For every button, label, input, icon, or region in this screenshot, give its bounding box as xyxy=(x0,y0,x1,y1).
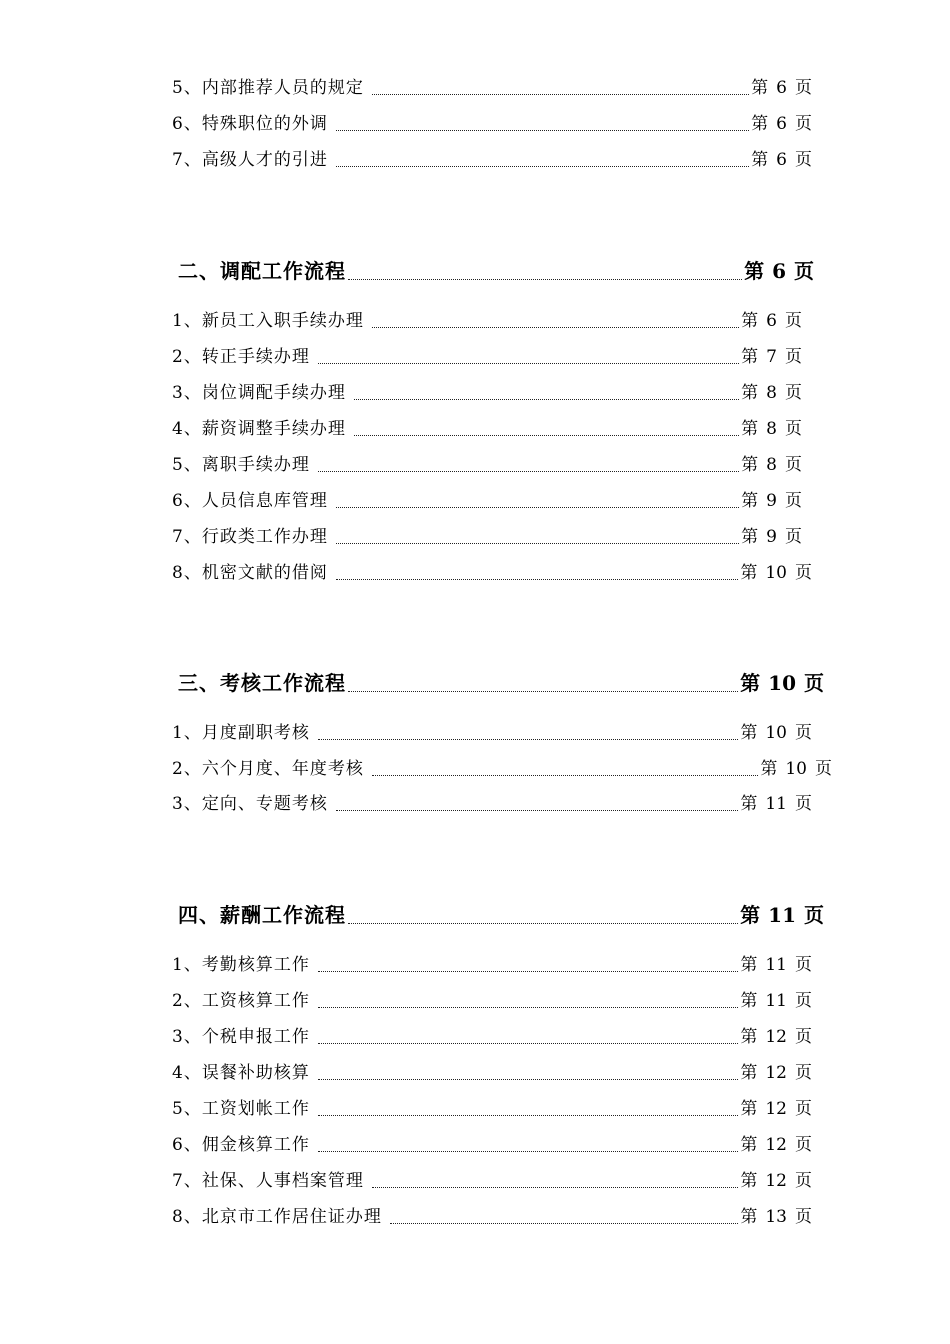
toc-item xyxy=(172,417,802,441)
dot-leader xyxy=(348,923,738,924)
toc-item-title: 7、行政类工作办理 xyxy=(172,527,328,547)
toc-heading-page: 第 11 页 xyxy=(740,903,824,927)
toc-section-heading xyxy=(178,668,824,698)
toc-item-title: 2、六个月度、年度考核 xyxy=(172,759,364,779)
toc-item xyxy=(172,1133,812,1157)
toc-item-title: 3、定向、专题考核 xyxy=(172,794,328,814)
toc-item-title: 1、考勤核算工作 xyxy=(172,955,310,975)
dot-leader xyxy=(336,543,739,544)
toc-item-page: 第 10 页 xyxy=(760,759,832,779)
dot-leader xyxy=(372,327,739,328)
toc-item xyxy=(172,309,802,333)
dot-leader xyxy=(390,1223,739,1224)
toc-item xyxy=(172,148,812,172)
toc-item-title: 1、月度副职考核 xyxy=(172,723,310,743)
toc-item-page: 第 8 页 xyxy=(741,383,802,403)
dot-leader xyxy=(354,435,739,436)
toc-item xyxy=(172,792,812,816)
toc-item-page: 第 11 页 xyxy=(740,794,812,814)
toc-item-title: 8、北京市工作居住证办理 xyxy=(172,1207,382,1227)
toc-heading-title: 二、调配工作流程 xyxy=(178,259,346,283)
toc-item-page: 第 6 页 xyxy=(751,78,812,98)
toc-item-page: 第 12 页 xyxy=(740,1027,812,1047)
toc-item xyxy=(172,953,812,977)
dot-leader xyxy=(318,1151,739,1152)
toc-item-page: 第 10 页 xyxy=(740,563,812,583)
toc-item-title: 8、机密文献的借阅 xyxy=(172,563,328,583)
toc-item-title: 6、特殊职位的外调 xyxy=(172,114,328,134)
toc-item-title: 7、高级人才的引进 xyxy=(172,150,328,170)
toc-item-title: 4、误餐补助核算 xyxy=(172,1063,310,1083)
toc-item xyxy=(172,561,812,585)
toc-item xyxy=(172,1061,812,1085)
dot-leader xyxy=(372,775,759,776)
toc-item-title: 5、内部推荐人员的规定 xyxy=(172,78,364,98)
toc-item-page: 第 10 页 xyxy=(740,723,812,743)
toc-item-title: 3、个税申报工作 xyxy=(172,1027,310,1047)
dot-leader xyxy=(336,130,749,131)
toc-item-page: 第 11 页 xyxy=(740,991,812,1011)
toc-item xyxy=(172,989,812,1013)
dot-leader xyxy=(348,279,742,280)
toc-item-page: 第 6 页 xyxy=(751,114,812,134)
toc-item xyxy=(172,489,802,513)
toc-item-page: 第 9 页 xyxy=(741,491,802,511)
toc-item-title: 1、新员工入职手续办理 xyxy=(172,311,364,331)
toc-heading-page: 第 10 页 xyxy=(740,671,824,695)
toc-item-title: 4、薪资调整手续办理 xyxy=(172,419,346,439)
dot-leader xyxy=(318,471,739,472)
toc-item xyxy=(172,1097,812,1121)
toc-item-title: 2、工资核算工作 xyxy=(172,991,310,1011)
toc-item-page: 第 12 页 xyxy=(740,1171,812,1191)
toc-item-title: 6、人员信息库管理 xyxy=(172,491,328,511)
toc-section-heading xyxy=(178,900,824,930)
toc-heading-page: 第 6 页 xyxy=(744,259,814,283)
toc-item xyxy=(172,1169,812,1193)
toc-item-title: 6、佣金核算工作 xyxy=(172,1135,310,1155)
toc-item-page: 第 12 页 xyxy=(740,1099,812,1119)
dot-leader xyxy=(372,94,749,95)
dot-leader xyxy=(336,507,739,508)
toc-item xyxy=(172,757,832,781)
toc-item-title: 5、离职手续办理 xyxy=(172,455,310,475)
toc-item-page: 第 6 页 xyxy=(751,150,812,170)
toc-section-heading xyxy=(178,256,814,286)
toc-item-page: 第 8 页 xyxy=(741,455,802,475)
toc-item-title: 3、岗位调配手续办理 xyxy=(172,383,346,403)
toc-item xyxy=(172,1205,812,1229)
toc-item xyxy=(172,112,812,136)
toc-item xyxy=(172,381,802,405)
toc-item-page: 第 6 页 xyxy=(741,311,802,331)
toc-item-title: 2、转正手续办理 xyxy=(172,347,310,367)
toc-item xyxy=(172,1025,812,1049)
toc-item xyxy=(172,721,812,745)
toc-item xyxy=(172,525,802,549)
toc-item-title: 7、社保、人事档案管理 xyxy=(172,1171,364,1191)
dot-leader xyxy=(318,739,739,740)
dot-leader xyxy=(348,691,738,692)
toc-item-title: 5、工资划帐工作 xyxy=(172,1099,310,1119)
toc-heading-title: 三、考核工作流程 xyxy=(178,671,346,695)
dot-leader xyxy=(372,1187,739,1188)
toc-item-page: 第 12 页 xyxy=(740,1135,812,1155)
dot-leader xyxy=(318,1115,739,1116)
toc-item-page: 第 8 页 xyxy=(741,419,802,439)
dot-leader xyxy=(318,1079,739,1080)
toc-heading-title: 四、薪酬工作流程 xyxy=(178,903,346,927)
toc-item xyxy=(172,453,802,477)
dot-leader xyxy=(336,579,739,580)
dot-leader xyxy=(354,399,739,400)
toc-item xyxy=(172,76,812,100)
dot-leader xyxy=(318,971,739,972)
dot-leader xyxy=(336,810,739,811)
dot-leader xyxy=(318,363,739,364)
toc-item xyxy=(172,345,802,369)
dot-leader xyxy=(318,1043,739,1044)
toc-item-page: 第 11 页 xyxy=(740,955,812,975)
toc-item-page: 第 12 页 xyxy=(740,1063,812,1083)
toc-item-page: 第 9 页 xyxy=(741,527,802,547)
dot-leader xyxy=(318,1007,739,1008)
toc-item-page: 第 7 页 xyxy=(741,347,802,367)
toc-item-page: 第 13 页 xyxy=(740,1207,812,1227)
dot-leader xyxy=(336,166,749,167)
